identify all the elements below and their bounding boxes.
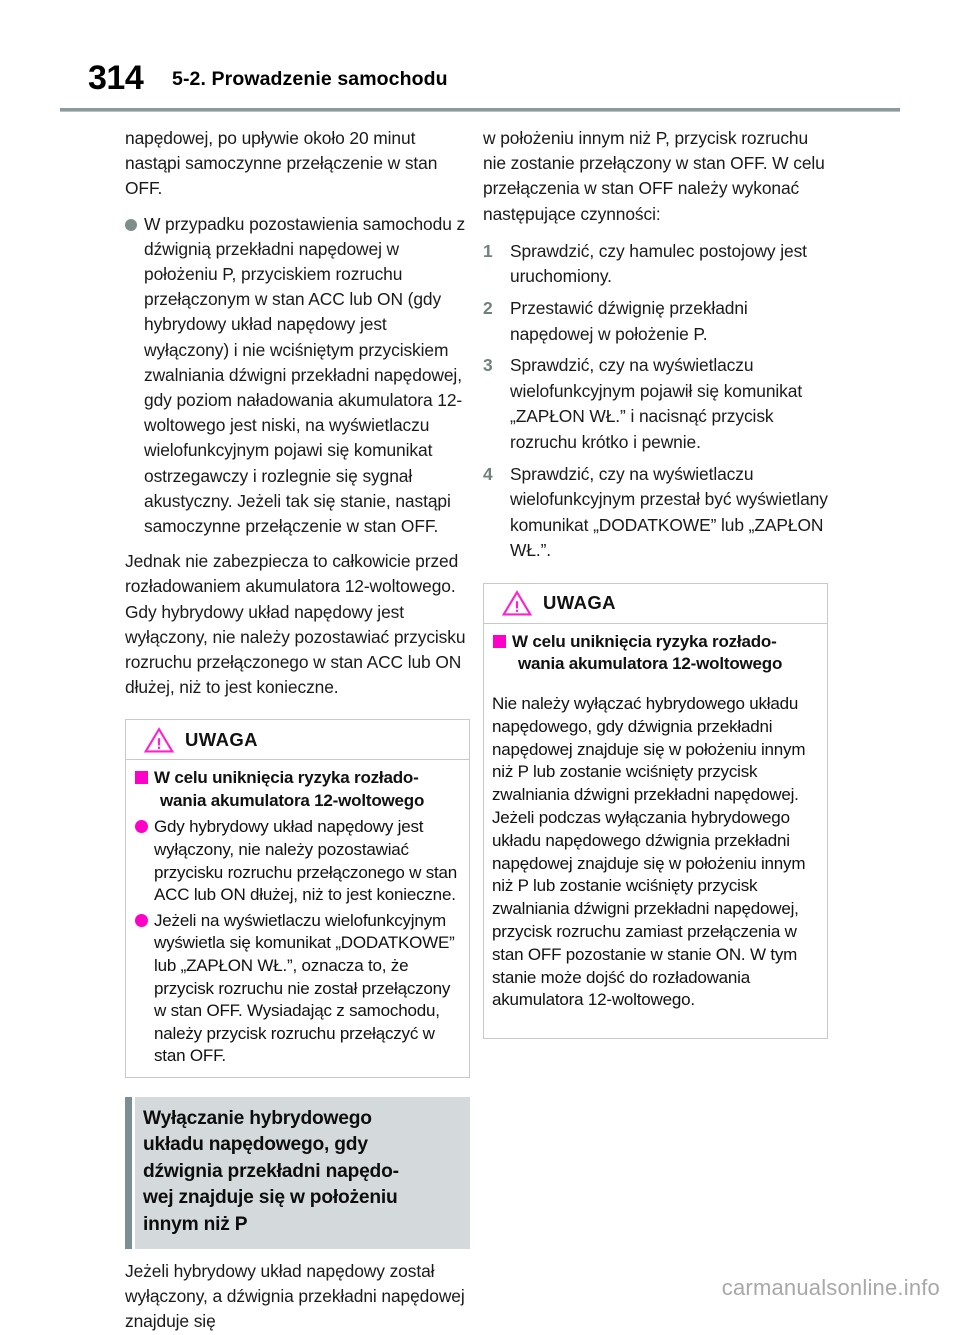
warning-list-item-text: Jeżeli na wyświetlaczu wielofunkcyjnym wyświetla się komunikat „DODATKOWE” lub „ZAPŁON WŁ.”, oznacza to, że przycisk rozruchu nie został przełączony w stan OFF. Wysiadając z samochodu, należy przycisk rozruchu przełączyć w stan OFF. — [154, 910, 455, 1066]
warning-box-left — [125, 719, 470, 1078]
section-heading-line: dźwignia przekładni napędo- — [143, 1160, 399, 1182]
paragraph-intro: w położeniu innym niż P, przycisk rozruchu nie zostanie przełączony w stan OFF. W celu przełączenia w stan OFF należy wykonać następujące czynności: — [483, 128, 825, 224]
spacer — [483, 564, 828, 583]
paragraph-after-bullets: Jednak nie zabezpiecza to całkowicie przed rozładowaniem akumulatora 12-woltowego. Gdy hybrydowy układ napędowy jest wyłączony, nie należy pozostawiać przycisku rozruchu przełączonego w stan ACC lub ON dłużej, niż to jest konieczne. — [125, 551, 466, 698]
paragraph-continued: napędowej, po upływie około 20 minut nastąpi samoczynne przełączenie w stan OFF. — [125, 128, 438, 199]
step-number: 1 — [483, 240, 493, 261]
warning-list-item — [134, 816, 460, 906]
spacer — [483, 227, 828, 233]
left-column — [125, 126, 470, 1335]
warning-subheading-line1: W celu uniknięcia ryzyka rozłado- — [512, 631, 777, 651]
step-text: Sprawdzić, czy hamulec postojowy jest uruchomiony. — [510, 240, 807, 287]
warning-body — [126, 760, 469, 1077]
bullet-dot-icon — [125, 219, 137, 231]
spacer — [125, 539, 470, 549]
warning-list-item-text: Gdy hybrydowy układ napędowy jest wyłączony, nie należy pozostawiać przycisku rozruchu przełączonego w stan ACC lub ON dłużej, niż to jest konieczne. — [154, 817, 458, 905]
step-item — [483, 296, 828, 347]
step-number: 4 — [483, 463, 493, 484]
warning-subheading — [134, 767, 460, 812]
page-number: 314 — [88, 59, 144, 97]
warning-subheading — [492, 631, 818, 676]
header-divider — [60, 108, 900, 112]
step-number: 2 — [483, 298, 493, 318]
step-text: Sprawdzić, czy na wyświetlaczu wielofunkcyjnym przestał być wyświetlany komunikat „DODATKOWE” lub „ZAPŁON WŁ.”. — [510, 463, 828, 561]
bullet-dot-icon — [135, 914, 148, 927]
warning-box-right — [483, 583, 828, 1039]
warning-subheading-line2: wania akumulatora 12-woltowego — [518, 654, 783, 674]
section-paragraph: Jeżeli hybrydowy układ napędowy został wyłączony, a dźwignia przekładni napędowej znajduje się — [125, 1261, 465, 1332]
list-item-text: W przypadku pozostawienia samochodu z dźwignią przekładni napędowej w położeniu P, przyciskiem rozruchu przełączonym w stan ACC lub ON (gdy hybrydowy układ napędowy jest wyłączony) i nie wciśniętym przyciskiem zwalniania dźwigni przekładni napędowej, gdy poziom naładowania akumulatora 12-woltowego jest niski, na wyświetlaczu wielofunkcyjnym pojawi się komunikat ostrzegawczy i rozlegnie się sygnał akustyczny. Jeżeli tak się stanie, nastąpi samoczynne przełączenie w stan OFF. — [144, 213, 466, 537]
square-bullet-icon — [493, 635, 506, 648]
warning-paragraph: Nie należy wyłączać hybrydowego układu napędowego, gdy dźwignia przekładni napędowej znajduje się w położeniu innym niż P lub zostanie wciśnięty przycisk zwalniania dźwigni przekładni napędowej. Jeżeli podczas wyłączania hybrydowego układu napędowego dźwignia przekładni napędowej znajduje się w położeniu innym niż P lub zostanie wciśnięty przycisk zwalniania dźwigni przekładni napędowej, przycisk rozruchu zamiast przełączenia w stan OFF pozostanie w stanie ON. W tym stanie może dojść do rozładowania akumulatora 12-woltowego. — [492, 693, 806, 1010]
list-item — [125, 212, 470, 540]
step-item — [483, 353, 828, 455]
section-heading-line: układu napędowego, gdy — [143, 1134, 368, 1156]
section-heading — [125, 1097, 470, 1249]
section-heading-line: wej znajduje się w położeniu — [143, 1187, 398, 1209]
step-item — [483, 462, 828, 564]
square-bullet-icon — [135, 771, 148, 784]
right-column — [483, 126, 828, 1039]
bullet-dot-icon — [135, 820, 148, 833]
watermark: carmanualsonline.info — [721, 1275, 940, 1300]
step-item — [483, 239, 828, 290]
step-text: Przestawić dźwignię przekładni napędowej w położenie P. — [510, 298, 748, 344]
warning-triangle-icon — [502, 590, 532, 616]
step-text: Sprawdzić, czy na wyświetlaczu wielofunkcyjnym pojawił się komunikat „ZAPŁON WŁ.” i nacisnąć przycisk rozruchu krótko i pewnie. — [510, 355, 803, 452]
page-title: 5-2. Prowadzenie samochodu — [172, 68, 448, 90]
warning-subheading-line1: W celu uniknięcia ryzyka rozłado- — [154, 768, 419, 788]
spacer — [125, 1078, 470, 1097]
warning-subheading-line2: wania akumulatora 12-woltowego — [160, 790, 425, 810]
section-heading-line: Wyłączanie hybrydowego — [143, 1108, 372, 1129]
spacer — [125, 202, 470, 212]
warning-body — [484, 624, 827, 1038]
warning-title: UWAGA — [185, 728, 258, 750]
warning-list-item — [134, 910, 460, 1068]
warning-triangle-icon — [144, 727, 174, 753]
spacer — [125, 700, 470, 719]
warning-title: UWAGA — [543, 592, 616, 614]
page-header — [0, 58, 960, 110]
warning-header — [484, 584, 827, 624]
step-number: 3 — [483, 355, 493, 376]
spacer — [125, 1249, 470, 1259]
section-heading-line: innym niż P — [143, 1213, 248, 1235]
warning-header — [126, 720, 469, 760]
